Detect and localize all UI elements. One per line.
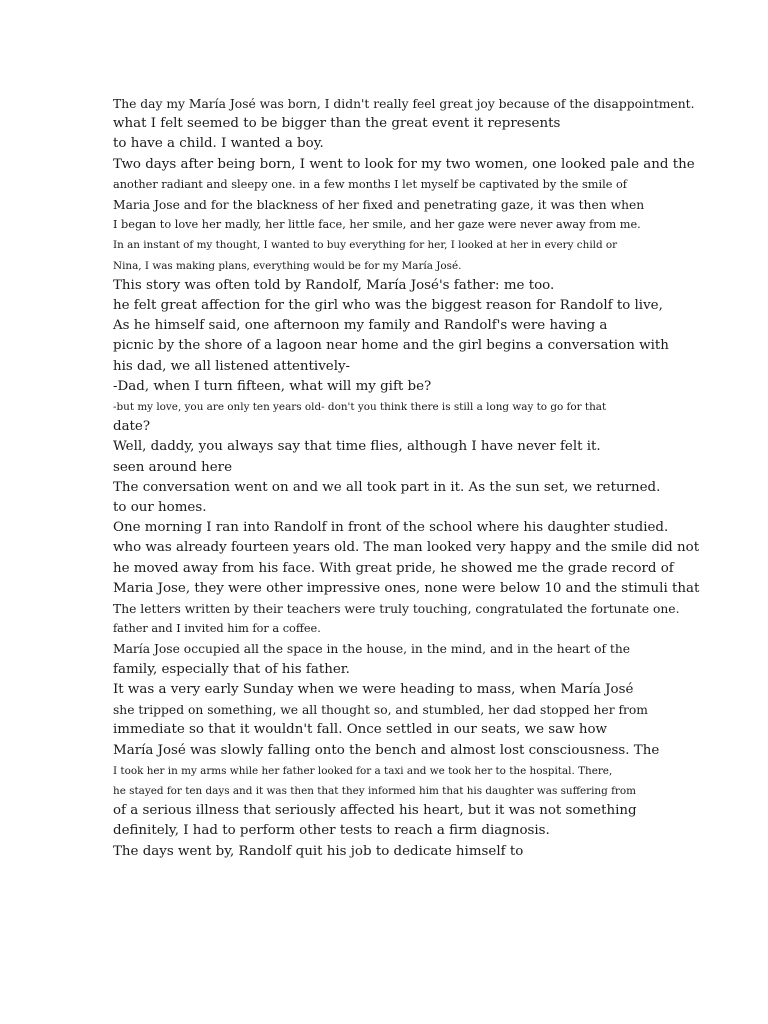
text-line: immediate so that it wouldn't fall. Once settled in our seats, we saw how [113,722,607,738]
text-line: One morning I ran into Randolf in front of the school where his daughter studied. [113,520,669,536]
text-line: of a serious illness that seriously affected his heart, but it was not something [113,803,637,819]
text-line: As he himself said, one afternoon my family and Randolf's were having a [113,318,608,334]
text-line: I began to love her madly, her little face, her smile, and her gaze were never away from me. [113,218,641,232]
text-line: -but my love, you are only ten years old- don't you think there is still a long way to go for that [113,401,607,414]
text-line: The conversation went on and we all took part in it. As the sun set, we returned. [113,479,661,495]
text-line: I took her in my arms while her father looked for a taxi and we took her to the hospital. There, [113,764,613,777]
text-line: his dad, we all listened attentively- [113,358,351,374]
text-line: María José was slowly falling onto the bench and almost lost consciousness. The [113,742,660,758]
text-line: Nina, I was making plans, everything would be for my María José. [113,259,462,272]
text-line: picnic by the shore of a lagoon near home and the girl begins a conversation with [113,338,669,354]
text-line: The day my María José was born, I didn't really feel great joy because of the disappointment. [113,97,695,111]
text-line: she tripped on something, we all thought so, and stumbled, her dad stopped her from [113,703,648,718]
text-line: he felt great affection for the girl who was the biggest reason for Randolf to live, [113,298,663,314]
text-line: definitely, I had to perform other tests to reach a firm diagnosis. [113,823,550,839]
story-text [113,94,733,862]
text-line: another radiant and sleepy one. in a few months I let myself be captivated by the smile of [113,177,627,191]
text-line: Maria Jose and for the blackness of her fixed and penetrating gaze, it was then when [113,198,645,213]
text-line: The days went by, Randolf quit his job to dedicate himself to [113,843,524,859]
text-line: to our homes. [113,500,207,516]
text-line: Maria Jose, they were other impressive ones, none were below 10 and the stimuli that [113,580,700,596]
text-line: date? [113,419,151,435]
text-line: Well, daddy, you always say that time flies, although I have never felt it. [113,439,601,455]
text-line: María Jose occupied all the space in the house, in the mind, and in the heart of the [113,642,631,657]
text-line: family, especially that of his father. [113,661,350,677]
text-line: It was a very early Sunday when we were heading to mass, when María José [113,681,634,697]
text-line: -Dad, when I turn fifteen, what will my gift be? [113,378,432,394]
text-line: seen around here [113,459,232,475]
text-line: Two days after being born, I went to look for my two women, one looked pale and the [113,156,695,172]
text-line: This story was often told by Randolf, María José's father: me too. [113,277,555,293]
text-line: The letters written by their teachers were truly touching, congratulated the fortunate one. [113,602,680,617]
text-line: he moved away from his face. With great pride, he showed me the grade record of [113,560,674,576]
text-line: to have a child. I wanted a boy. [113,136,324,152]
text-line: In an instant of my thought, I wanted to buy everything for her, I looked at her in every child or [113,239,618,252]
text-line: he stayed for ten days and it was then that they informed him that his daughter was suffering from [113,784,636,797]
text-line: what I felt seemed to be bigger than the great event it represents [113,116,561,132]
text-line: who was already fourteen years old. The man looked very happy and the smile did not [113,540,700,556]
text-line: father and I invited him for a coffee. [113,622,321,636]
